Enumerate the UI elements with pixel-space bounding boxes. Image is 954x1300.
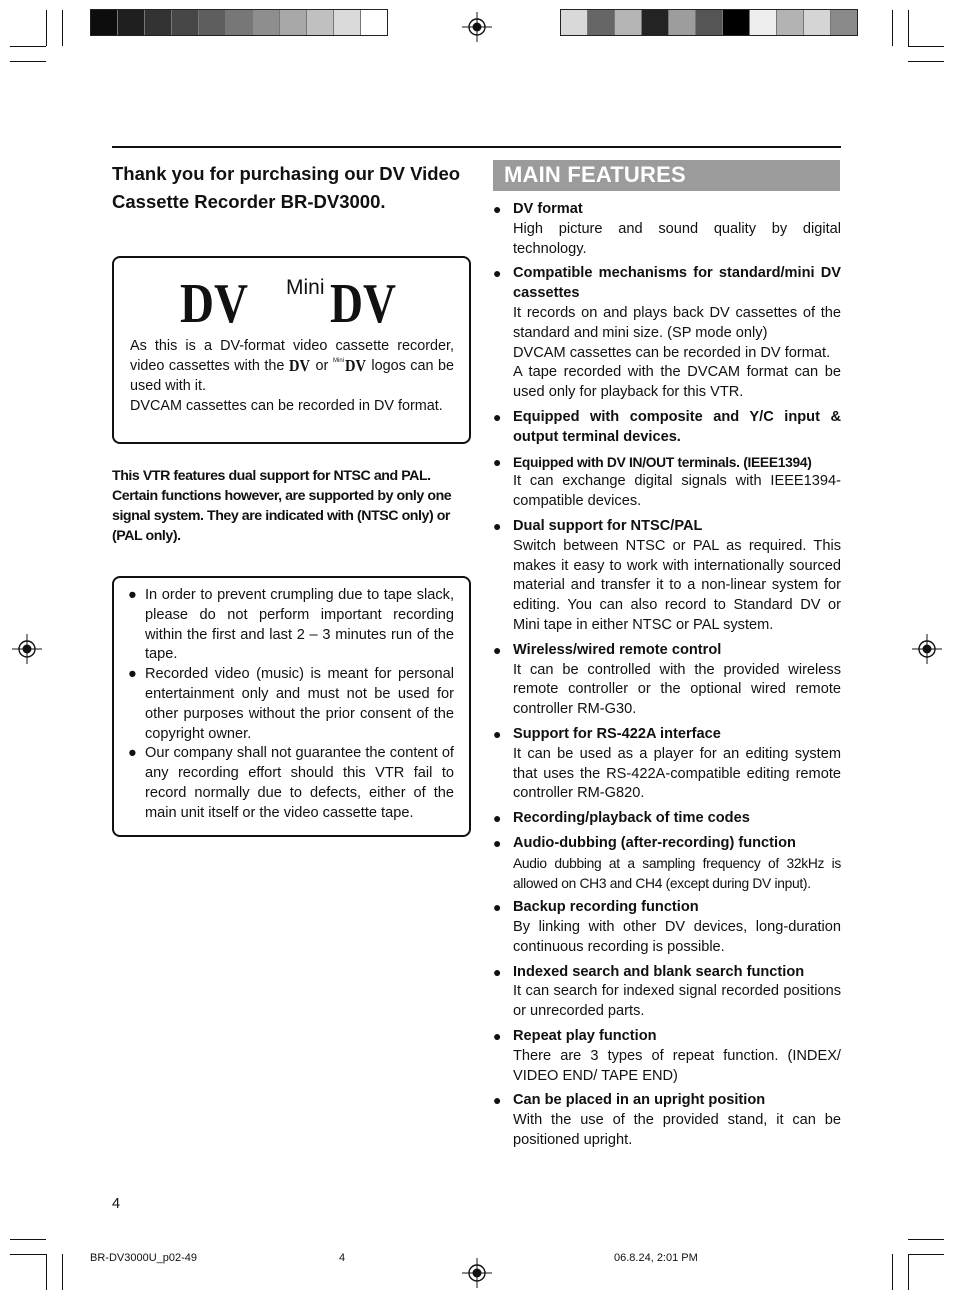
bullet-icon: ● [493,810,502,827]
feature-item [493,1091,841,1150]
feature-item [493,834,841,893]
feature-description [513,220,841,260]
feature-item [493,963,841,1022]
note-text: Our company shall not guarantee the content of any recording effort should this VTR fail to record normally due to defects, either of the main unit itself or the video cassette tape. [145,745,454,821]
crop-mark [46,10,47,46]
color-swatch [561,10,588,35]
feature-description-line: It can search for indexed signal recorded positions or unrecorded parts. [513,983,841,1020]
crop-mark [892,10,893,46]
feature-item [493,453,841,512]
notes-box [112,576,471,837]
feature-description [513,661,841,720]
color-swatch [118,10,145,35]
crop-mark [908,10,909,46]
feature-title: DV format [513,201,583,217]
color-swatch [145,10,172,35]
feature-description-line: It records on and plays back DV cassettes of the standard and mini size. (SP mode only) [513,304,841,341]
crop-mark [62,1254,63,1290]
color-swatch [91,10,118,35]
color-swatch [361,10,387,35]
feature-description-line: It can exchange digital signals with IEEE1394-compatible devices. [513,473,841,510]
bullet-icon: ● [493,265,502,282]
feature-title: Equipped with DV IN/OUT terminals. (IEEE1394) [513,454,812,470]
crop-mark [62,10,63,46]
svg-text:Mini: Mini [286,276,325,299]
feature-item [493,809,841,829]
color-swatch [253,10,280,35]
feature-description-line: There are 3 types of repeat function. (INDEX/ VIDEO END/ TAPE END) [513,1047,841,1084]
feature-description [513,1047,841,1087]
bullet-icon: ● [493,963,502,980]
color-swatch [280,10,307,35]
feature-description-line: It can be used as a player for an editing system that uses the RS-422A-compatible editing remote controller RM-G820. [513,745,841,802]
color-swatch [723,10,750,35]
dv-logo-icon [180,273,248,335]
feature-description [513,982,841,1022]
feature-item [493,517,841,636]
feature-description [513,472,841,512]
registration-mark-icon [462,1258,492,1288]
feature-item [493,641,841,720]
feature-item [493,200,841,259]
bullet-icon: ● [493,453,502,470]
bullet-icon: ● [493,899,502,916]
bullet-icon: ● [128,745,137,762]
feature-description [513,1111,841,1151]
note-item [128,744,454,823]
feature-title: Equipped with composite and Y/C input & output terminal devices. [513,408,841,445]
crop-mark [908,61,944,62]
feature-description [513,745,841,804]
note-text: In order to prevent crumpling due to tape slack, please do not perform important recording within the first and last 2 – 3 minutes run of the tape. [145,587,454,663]
color-swatch [669,10,696,35]
bullet-icon: ● [128,666,137,683]
bullet-icon: ● [493,517,502,534]
crop-mark [10,46,46,47]
feature-title: Support for RS-422A interface [513,725,721,742]
crop-mark [908,1254,909,1290]
feature-title: Can be placed in an upright position [513,1092,766,1109]
dv-logos-icon [180,272,400,335]
feature-title: Backup recording function [513,899,699,916]
color-swatch [696,10,723,35]
color-bar-right [560,9,858,36]
crop-mark [10,61,46,62]
color-bar-left [90,9,388,36]
feature-description-line: With the use of the provided stand, it can be positioned upright. [513,1112,841,1149]
svg-text:DV: DV [180,273,248,335]
feature-title: Compatible mechanisms for standard/mini DV cassettes [513,265,841,302]
color-swatch [307,10,334,35]
feature-item [493,408,841,448]
bullet-icon: ● [493,408,502,425]
color-swatch [334,10,361,35]
registration-mark-icon [462,12,492,42]
feature-description [513,304,841,403]
dv-logo-box [112,256,471,444]
feature-title: Indexed search and blank search function [513,963,805,980]
main-features-heading [493,160,840,191]
note-item [128,665,454,744]
feature-title: Audio-dubbing (after-recording) function [513,834,796,851]
mini-dv-logo-icon [286,273,396,335]
color-swatch [172,10,199,35]
color-swatch [642,10,669,35]
bullet-icon: ● [128,587,137,603]
logo-text-or: or [315,358,329,374]
color-swatch [226,10,253,35]
feature-description-line: High picture and sound quality by digital technology. [513,220,841,257]
logo-text-after: logos can be used with it. [130,358,455,394]
note-text: Recorded video (music) is meant for personal entertainment only and must not be used for other purposes without the prior consent of the copyright owner. [145,666,454,742]
color-swatch [615,10,642,35]
feature-title: Dual support for NTSC/PAL [513,517,703,534]
feature-title: Repeat play function [513,1028,657,1045]
mini-dv-small-logo-icon [332,356,367,375]
color-swatch [750,10,777,35]
color-swatch [777,10,804,35]
logo-description [130,336,454,416]
crop-mark [10,1254,46,1255]
svg-text:DV: DV [330,273,396,335]
svg-text:Mini: Mini [332,358,344,364]
feature-item [493,898,841,957]
crop-mark [908,46,944,47]
feature-description [513,537,841,636]
bullet-icon: ● [493,1028,502,1045]
intro-title: Thank you for purchasing our DV Video Cassette Recorder BR-DV3000. [112,163,461,212]
color-swatch [804,10,831,35]
bullet-icon: ● [493,725,502,742]
bullet-icon: ● [493,641,502,658]
header-rule [112,146,841,148]
feature-description-line: Switch between NTSC or PAL as required. This makes it easy to work with internationally sourced material and transfer it to a non-linear system for editing. You can also record to Standard DV or Mini tape in either NTSC or PAL system. [513,537,841,633]
feature-item [493,1027,841,1086]
dv-small-logo-icon [288,356,311,375]
crop-mark [10,1239,46,1240]
logo-compat-text [130,336,454,396]
crop-mark [908,1254,944,1255]
logo-text-before: As this is a DV-format video cassette recorder, video cassettes with the [130,338,454,374]
footer-page: 4 [339,1252,346,1264]
main-features-title: MAIN FEATURES [504,162,686,187]
notes-list [128,586,454,824]
feature-description-line: It can be controlled with the provided wireless remote controller or the optional wired remote controller RM-G30. [513,661,841,718]
feature-title: Recording/playback of time codes [513,810,750,827]
feature-title: Wireless/wired remote control [513,641,722,658]
note-item [128,586,454,665]
feature-description-line: Audio dubbing at a sampling frequency of 32kHz is allowed on CH3 and CH4 (except during DV input). [513,855,841,891]
svg-text:DV: DV [344,356,367,375]
feature-description-line: DVCAM cassettes can be recorded in DV format. [513,344,831,361]
bullet-icon: ● [493,834,502,851]
feature-description [513,918,841,958]
feature-description-line: A tape recorded with the DVCAM format can be used only for playback for this VTR. [513,364,841,401]
page-number: 4 [112,1196,121,1212]
ntsc-pal-notice: This VTR features dual support for NTSC and PAL. Certain functions however, are supported by only one signal system. They are indicated with (NTSC only) or (PAL only). [112,468,452,544]
crop-mark [46,1254,47,1290]
crop-mark [908,1239,944,1240]
registration-mark-icon [12,634,42,664]
color-swatch [199,10,226,35]
feature-description-line: By linking with other DV devices, long-duration continuous recording is possible. [513,919,841,955]
svg-text:DV: DV [288,356,311,375]
color-swatch [831,10,857,35]
feature-description [513,854,841,894]
registration-mark-icon [912,634,942,664]
bullet-icon: ● [493,1092,502,1109]
color-swatch [588,10,615,35]
footer-file: BR-DV3000U_p02-49 [90,1252,198,1264]
crop-mark [892,1254,893,1290]
features-list [493,200,841,1156]
footer-timestamp: 06.8.24, 2:01 PM [614,1252,698,1264]
feature-item [493,725,841,804]
feature-item [493,264,841,403]
bullet-icon: ● [493,201,502,217]
dvcam-note: DVCAM cassettes can be recorded in DV format. [130,398,443,414]
